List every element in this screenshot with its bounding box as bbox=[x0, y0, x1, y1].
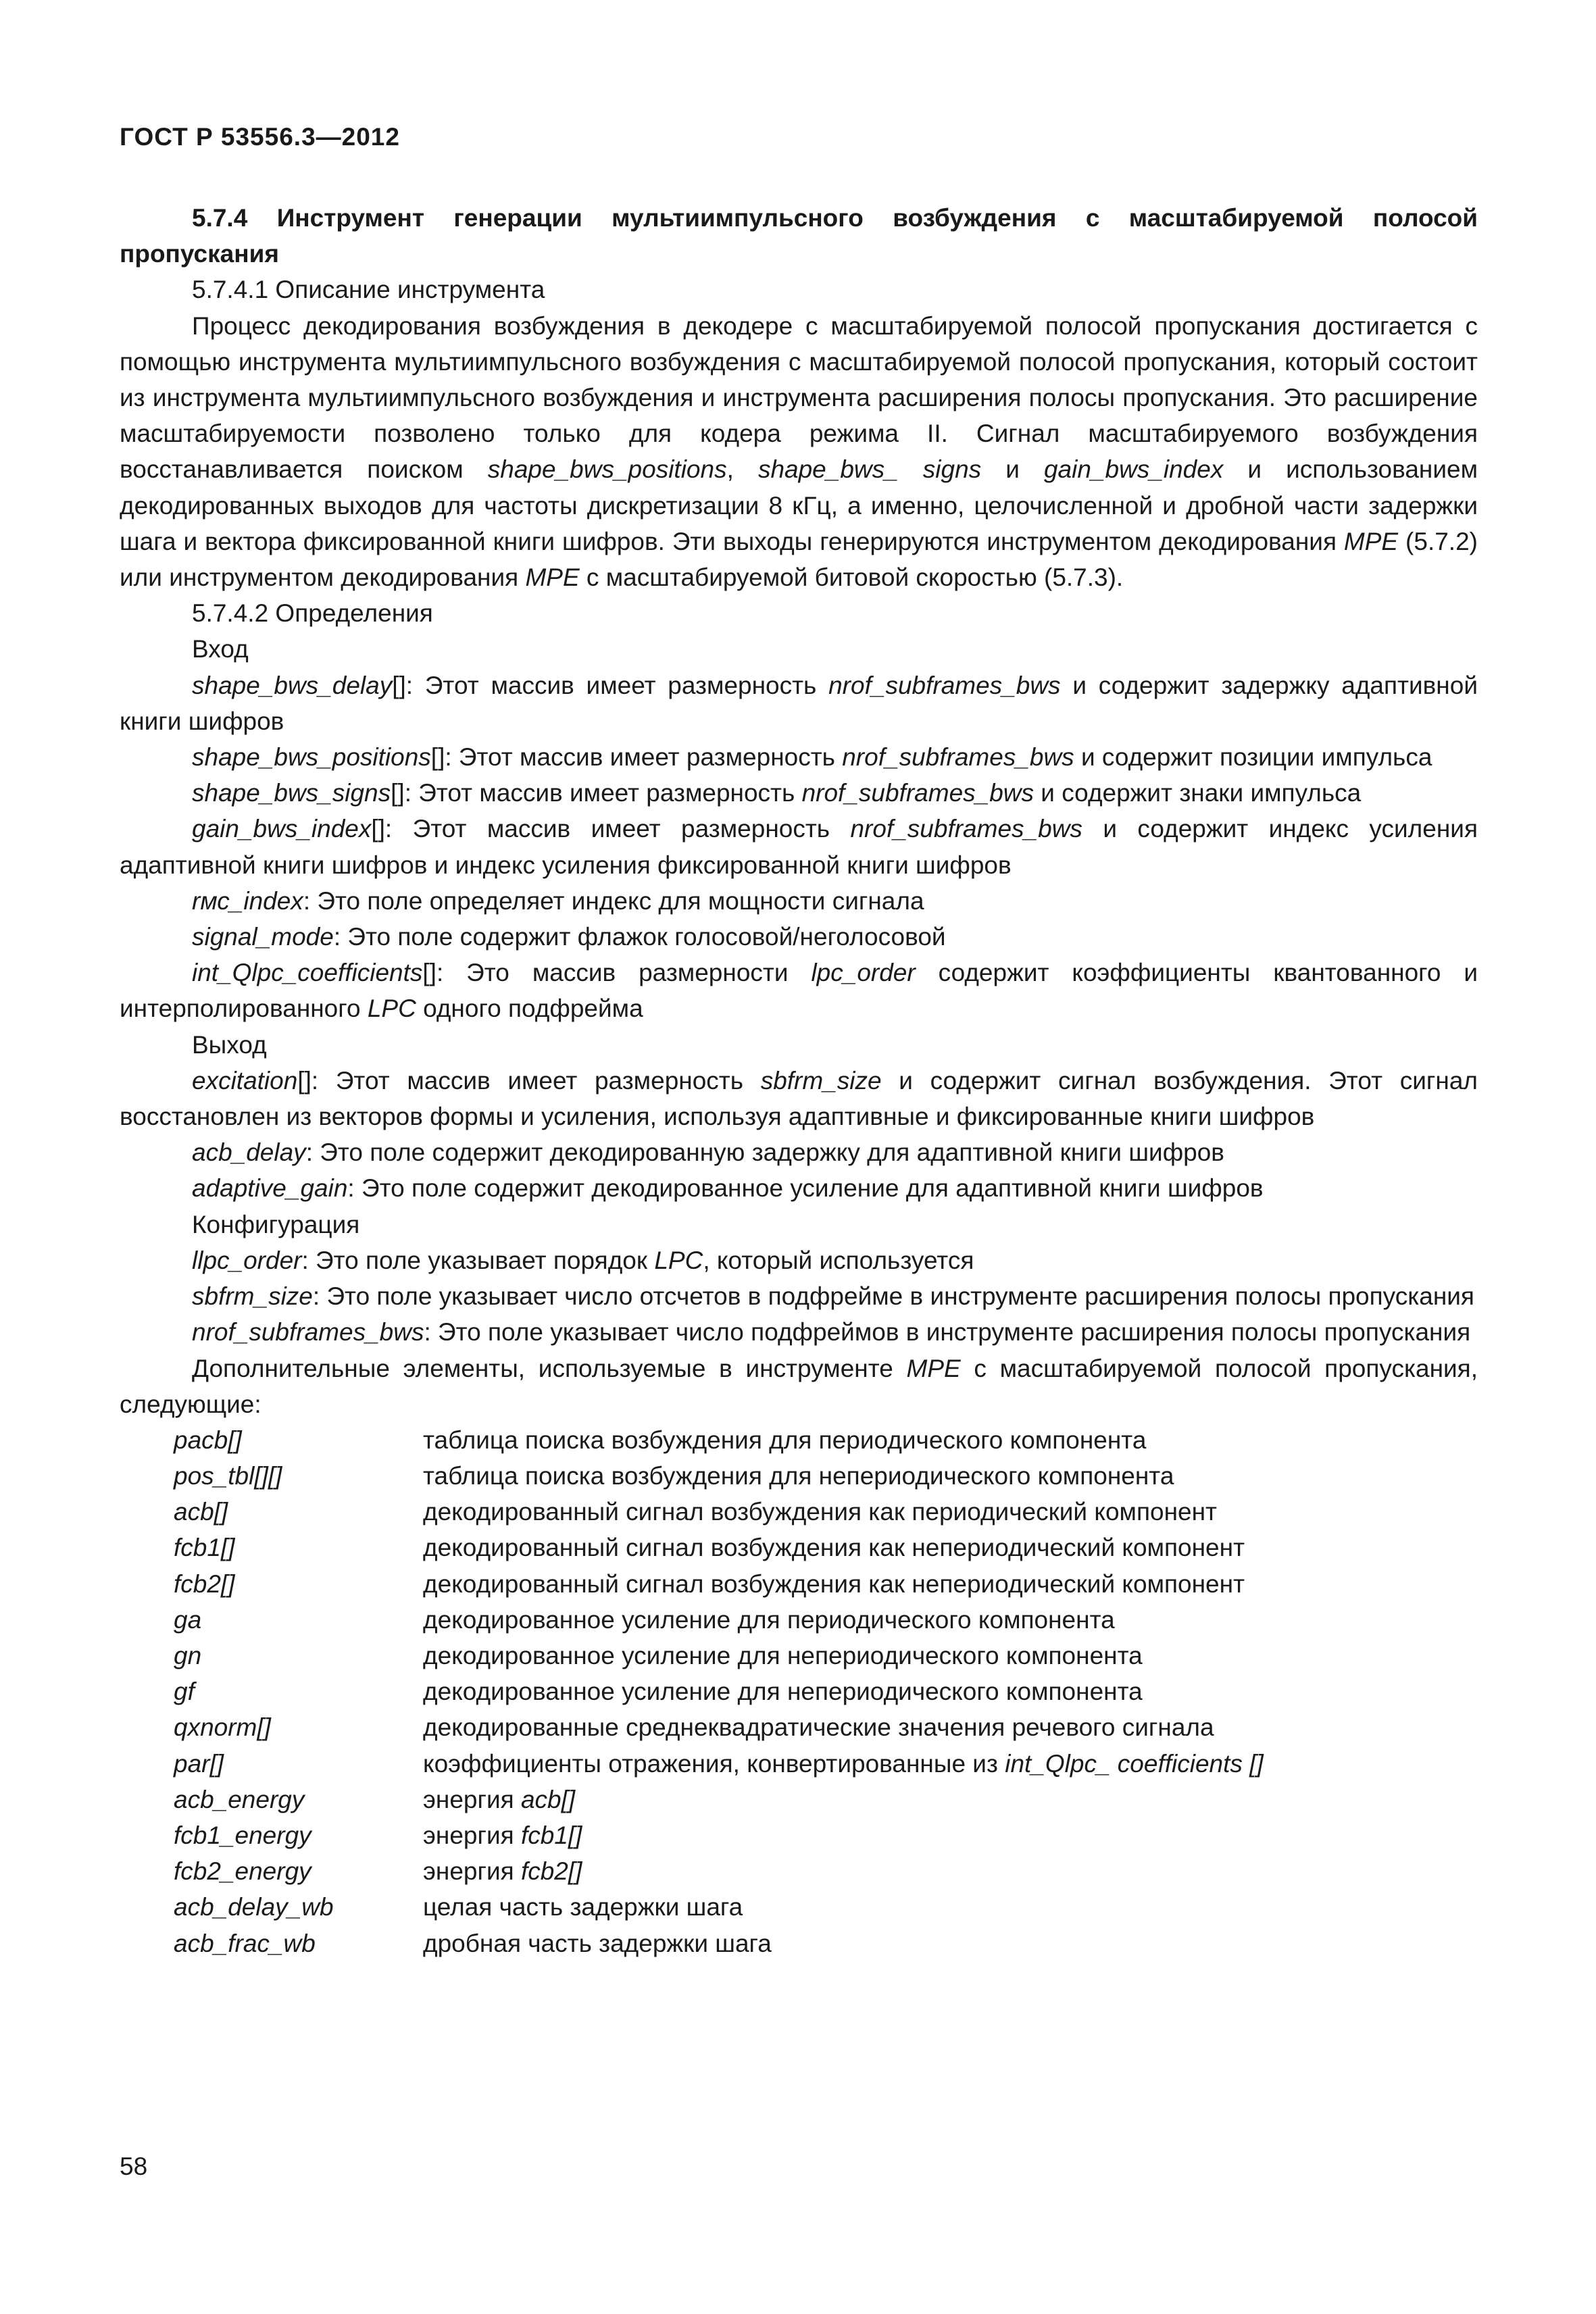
definition-term: pacb[] bbox=[174, 1426, 242, 1454]
section-title: 5.7.4 Инструмент генерации мультиимпульсного возбуждения с масштабируемой полосой пропускания bbox=[120, 204, 1478, 268]
definition-desc: энергия acb[] bbox=[423, 1785, 576, 1813]
definition-desc: декодированный сигнал возбуждения как непериодический компонент bbox=[423, 1534, 1245, 1562]
definition-row bbox=[174, 1422, 1478, 1458]
input-item: int_Qlpc_coefficients[]: Это массив размерности lpc_order содержит коэффициенты квантованного и интерполированного LPC одного подфрейма bbox=[120, 959, 1478, 1023]
definition-row bbox=[174, 1530, 1478, 1565]
definition-desc: декодированный сигнал возбуждения как непериодический компонент bbox=[423, 1569, 1245, 1598]
input-item: rмс_index: Это поле определяет индекс для мощности сигнала bbox=[192, 886, 924, 915]
output-item: excitation[]: Этот массив имеет размерность sbfrm_size и содержит сигнал возбуждения. Этот сигнал восстановлен из векторов формы и усиления, используя адаптивные и фиксированные книги шифров bbox=[120, 1066, 1478, 1131]
definitions-list bbox=[174, 1422, 1478, 1961]
definition-desc: декодированное усиление для непериодического компонента bbox=[423, 1642, 1143, 1670]
input-heading: Вход bbox=[192, 635, 249, 663]
definition-row bbox=[174, 1674, 1478, 1709]
definition-term: acb[] bbox=[174, 1498, 228, 1526]
definition-term: fcb1_energy bbox=[174, 1821, 311, 1849]
config-item: llpc_order: Это поле указывает порядок LPC, который используется bbox=[192, 1246, 974, 1274]
page-number: 58 bbox=[120, 2153, 148, 2180]
definition-row bbox=[174, 1926, 1478, 1961]
document-header: ГОСТ Р 53556.3—2012 bbox=[120, 123, 400, 151]
definition-term: acb_frac_wb bbox=[174, 1929, 316, 1957]
definition-desc: целая часть задержки шага bbox=[423, 1893, 743, 1921]
definition-row bbox=[174, 1746, 1478, 1782]
definition-term: acb_delay_wb bbox=[174, 1893, 334, 1921]
definition-row bbox=[174, 1494, 1478, 1530]
definition-row bbox=[174, 1817, 1478, 1853]
definition-desc: декодированный сигнал возбуждения как периодический компонент bbox=[423, 1498, 1218, 1526]
definition-term: pos_tbl[][] bbox=[174, 1462, 282, 1490]
definition-term: acb_energy bbox=[174, 1785, 305, 1813]
definition-term: fcb2_energy bbox=[174, 1857, 311, 1886]
definition-desc: декодированное усиление для периодического компонента bbox=[423, 1605, 1115, 1634]
config-heading: Конфигурация bbox=[192, 1210, 360, 1238]
definition-desc: декодированные среднеквадратические значения речевого сигнала bbox=[423, 1713, 1214, 1742]
definition-row bbox=[174, 1889, 1478, 1925]
definition-row bbox=[174, 1602, 1478, 1638]
subsection-title: 5.7.4.1 Описание инструмента bbox=[192, 276, 545, 304]
input-item: shape_bws_signs[]: Этот массив имеет размерность nrof_subframes_bws и содержит знаки импульса bbox=[192, 779, 1362, 807]
additional-elements-paragraph: Дополнительные элементы, используемые в инструменте MPE с масштабируемой полосой пропускания, следующие: bbox=[120, 1354, 1478, 1418]
definition-row bbox=[174, 1782, 1478, 1817]
definition-desc: таблица поиска возбуждения для периодического компонента bbox=[423, 1426, 1147, 1454]
definition-row bbox=[174, 1566, 1478, 1602]
output-item: acb_delay: Это поле содержит декодированную задержку для адаптивной книги шифров bbox=[192, 1138, 1224, 1167]
definition-term: gf bbox=[174, 1678, 195, 1706]
definition-desc: энергия fcb2[] bbox=[423, 1857, 582, 1886]
definition-term: fcb2[] bbox=[174, 1569, 235, 1598]
definition-desc: энергия fcb1[] bbox=[423, 1821, 582, 1849]
input-item: gain_bws_index[]: Этот массив имеет размерность nrof_subframes_bws и содержит индекс усиления адаптивной книги шифров и индекс усиления фиксированной книги шифров bbox=[120, 815, 1478, 879]
definition-term: ga bbox=[174, 1605, 202, 1634]
definition-row bbox=[174, 1709, 1478, 1745]
definition-row bbox=[174, 1638, 1478, 1674]
definition-term: par[] bbox=[174, 1749, 224, 1778]
definition-desc: коэффициенты отражения, конвертированные из int_Qlpc_ coefficients [] bbox=[423, 1749, 1264, 1778]
config-item: sbfrm_size: Это поле указывает число отсчетов в подфрейме в инструменте расширения полосы пропускания bbox=[192, 1282, 1474, 1311]
output-heading: Выход bbox=[192, 1030, 267, 1059]
definition-row bbox=[174, 1458, 1478, 1494]
description-paragraph: Процесс декодирования возбуждения в декодере с масштабируемой полосой пропускания достигается с помощью инструмента мультиимпульсного возбуждения с масштабируемой полосой пропускания, который состоит из инструмента мультиимпульсного возбуждения и инструмента расширения полосы пропускания. Это расширение масштабируемости позволено только для кодера режима II. Сигнал масштабируемого возбуждения восстанавливается поиском shape_bws_positions, shape_bws_ signs и gain_bws_index и использованием декодированных выходов для частоты дискретизации 8 кГц, а именно, целочисленной и дробной части задержки шага и вектора фиксированной книги шифров. Эти выходы генерируются инструментом декодирования MPE (5.7.2) или инструментом декодирования MPE с масштабируемой битовой скоростью (5.7.3). bbox=[120, 311, 1478, 592]
definition-desc: декодированное усиление для непериодического компонента bbox=[423, 1678, 1143, 1706]
input-item: signal_mode: Это поле содержит флажок голосовой/неголосовой bbox=[192, 923, 946, 951]
definition-term: qxnorm[] bbox=[174, 1713, 271, 1742]
definition-row bbox=[174, 1853, 1478, 1889]
input-item: shape_bws_positions[]: Этот массив имеет размерность nrof_subframes_bws и содержит позиции импульса bbox=[192, 743, 1432, 772]
document-body bbox=[120, 200, 1478, 1961]
subsection-title: 5.7.4.2 Определения bbox=[192, 599, 433, 628]
definition-term: fcb1[] bbox=[174, 1534, 235, 1562]
definition-term: gn bbox=[174, 1642, 202, 1670]
config-item: nrof_subframes_bws: Это поле указывает число подфреймов в инструменте расширения полосы пропускания bbox=[192, 1318, 1471, 1347]
definition-desc: таблица поиска возбуждения для непериодического компонента bbox=[423, 1462, 1174, 1490]
output-item: adaptive_gain: Это поле содержит декодированное усиление для адаптивной книги шифров bbox=[192, 1174, 1264, 1203]
definition-desc: дробная часть задержки шага bbox=[423, 1929, 772, 1957]
input-item: shape_bws_delay[]: Этот массив имеет размерность nrof_subframes_bws и содержит задержку адаптивной книги шифров bbox=[120, 671, 1478, 735]
